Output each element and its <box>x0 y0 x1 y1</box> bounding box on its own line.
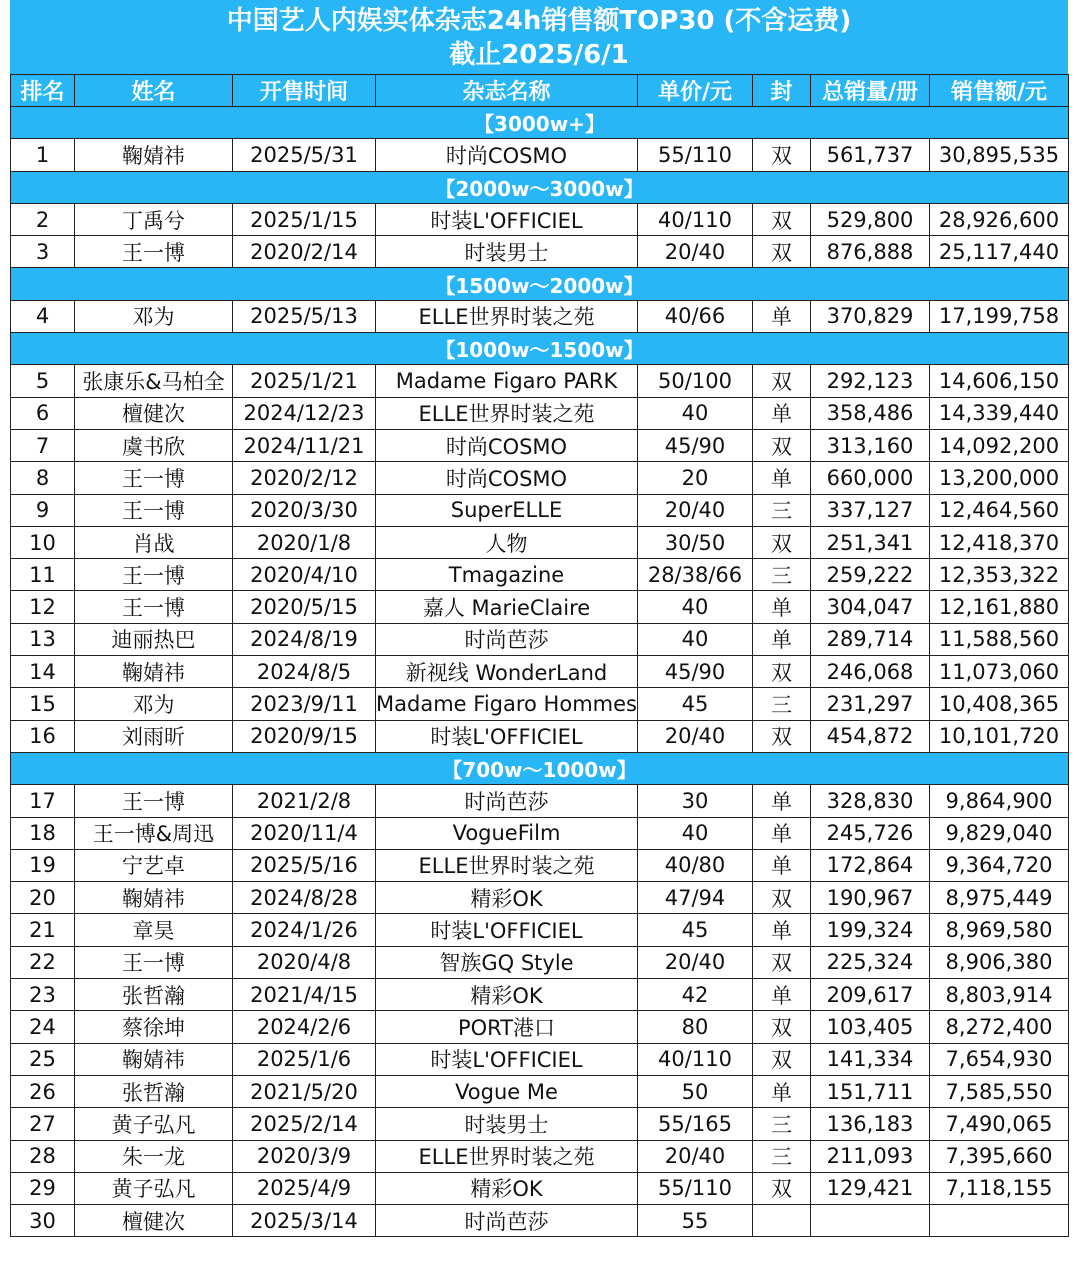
rank-cell: 20 <box>11 882 75 914</box>
group-label: 【2000w～3000w】 <box>11 171 1069 203</box>
name-cell: 宁艺卓 <box>75 849 233 881</box>
revenue-cell: 14,606,150 <box>930 365 1069 397</box>
sales-cell: 370,829 <box>811 300 930 332</box>
rank-cell: 15 <box>11 688 75 720</box>
table-row <box>11 236 1069 268</box>
header-unit-price: 单价/元 <box>638 75 753 107</box>
sales-cell: 103,405 <box>811 1011 930 1043</box>
sales-cell: 172,864 <box>811 849 930 881</box>
magazine-cell: 时装L'OFFICIEL <box>376 720 638 752</box>
name-cell: 蔡徐坤 <box>75 1011 233 1043</box>
cover-cell: 三 <box>753 688 811 720</box>
date-cell: 2023/9/11 <box>233 688 376 720</box>
rank-cell: 23 <box>11 979 75 1011</box>
rank-cell: 14 <box>11 656 75 688</box>
rank-cell: 4 <box>11 300 75 332</box>
table-row <box>11 429 1069 461</box>
cover-cell: 双 <box>753 656 811 688</box>
rank-cell: 9 <box>11 494 75 526</box>
magazine-cell: 时尚COSMO <box>376 462 638 494</box>
price-cell: 40/110 <box>638 203 753 235</box>
price-cell: 40 <box>638 397 753 429</box>
revenue-cell <box>930 1205 1069 1237</box>
rank-cell: 10 <box>11 526 75 558</box>
date-cell: 2020/3/9 <box>233 1140 376 1172</box>
cover-cell: 双 <box>753 139 811 171</box>
header-row <box>11 75 1069 107</box>
rank-cell: 5 <box>11 365 75 397</box>
cover-cell: 单 <box>753 300 811 332</box>
table-row <box>11 1075 1069 1107</box>
sales-cell: 660,000 <box>811 462 930 494</box>
sales-cell: 251,341 <box>811 526 930 558</box>
name-cell: 鞠婧祎 <box>75 1043 233 1075</box>
date-cell: 2021/5/20 <box>233 1075 376 1107</box>
magazine-cell: ELLE世界时装之苑 <box>376 300 638 332</box>
table-row <box>11 882 1069 914</box>
price-cell: 40/80 <box>638 849 753 881</box>
magazine-cell: 时装男士 <box>376 236 638 268</box>
table-row <box>11 656 1069 688</box>
date-cell: 2020/4/10 <box>233 559 376 591</box>
sales-cell: 225,324 <box>811 946 930 978</box>
revenue-cell: 11,073,060 <box>930 656 1069 688</box>
cover-cell: 双 <box>753 1172 811 1204</box>
date-cell: 2025/2/14 <box>233 1108 376 1140</box>
price-cell: 55/110 <box>638 1172 753 1204</box>
table-row <box>11 849 1069 881</box>
sales-cell: 151,711 <box>811 1075 930 1107</box>
date-cell: 2024/8/28 <box>233 882 376 914</box>
magazine-cell: 时尚COSMO <box>376 429 638 461</box>
table-row <box>11 559 1069 591</box>
magazine-cell: 时装L'OFFICIEL <box>376 1043 638 1075</box>
magazine-cell: 时装L'OFFICIEL <box>376 203 638 235</box>
sales-cell: 190,967 <box>811 882 930 914</box>
date-cell: 2025/3/14 <box>233 1205 376 1237</box>
revenue-cell: 14,339,440 <box>930 397 1069 429</box>
revenue-cell: 12,353,322 <box>930 559 1069 591</box>
price-cell: 47/94 <box>638 882 753 914</box>
name-cell: 迪丽热巴 <box>75 623 233 655</box>
revenue-cell: 9,864,900 <box>930 785 1069 817</box>
revenue-cell: 9,364,720 <box>930 849 1069 881</box>
table-row <box>11 591 1069 623</box>
magazine-cell: 精彩OK <box>376 1172 638 1204</box>
revenue-cell: 7,395,660 <box>930 1140 1069 1172</box>
revenue-cell: 7,118,155 <box>930 1172 1069 1204</box>
name-cell: 王一博 <box>75 559 233 591</box>
page-title: 中国艺人内娱实体杂志24h销售额TOP30 (不含运费) <box>226 6 852 36</box>
price-cell: 40/66 <box>638 300 753 332</box>
table-row <box>11 300 1069 332</box>
rank-cell: 19 <box>11 849 75 881</box>
header-magazine: 杂志名称 <box>376 75 638 107</box>
sales-cell: 337,127 <box>811 494 930 526</box>
table-body <box>11 107 1069 1237</box>
date-cell: 2024/12/23 <box>233 397 376 429</box>
date-cell: 2025/1/21 <box>233 365 376 397</box>
magazine-cell: 时尚芭莎 <box>376 623 638 655</box>
magazine-cell: 智族GQ Style <box>376 946 638 978</box>
magazine-cell: 嘉人 MarieClaire <box>376 591 638 623</box>
rank-cell: 29 <box>11 1172 75 1204</box>
magazine-cell: ELLE世界时装之苑 <box>376 397 638 429</box>
revenue-cell: 8,969,580 <box>930 914 1069 946</box>
revenue-cell: 11,588,560 <box>930 623 1069 655</box>
date-cell: 2020/4/8 <box>233 946 376 978</box>
date-cell: 2020/11/4 <box>233 817 376 849</box>
group-label: 【3000w+】 <box>11 107 1069 139</box>
table-row <box>11 979 1069 1011</box>
date-cell: 2025/5/13 <box>233 300 376 332</box>
magazine-cell: Madame Figaro Hommes <box>376 688 638 720</box>
name-cell: 虞书欣 <box>75 429 233 461</box>
table-row <box>11 914 1069 946</box>
group-header-row <box>11 171 1069 203</box>
header-name: 姓名 <box>75 75 233 107</box>
cover-cell: 双 <box>753 203 811 235</box>
name-cell: 章昊 <box>75 914 233 946</box>
name-cell: 张康乐&马柏全 <box>75 365 233 397</box>
revenue-cell: 10,101,720 <box>930 720 1069 752</box>
table-row <box>11 1011 1069 1043</box>
name-cell: 朱一龙 <box>75 1140 233 1172</box>
revenue-cell: 12,418,370 <box>930 526 1069 558</box>
price-cell: 28/38/66 <box>638 559 753 591</box>
sales-cell: 328,830 <box>811 785 930 817</box>
date-cell: 2024/11/21 <box>233 429 376 461</box>
magazine-cell: Madame Figaro PARK <box>376 365 638 397</box>
rank-cell: 11 <box>11 559 75 591</box>
header-rank: 排名 <box>11 75 75 107</box>
name-cell: 王一博 <box>75 785 233 817</box>
price-cell: 55/165 <box>638 1108 753 1140</box>
magazine-cell: SuperELLE <box>376 494 638 526</box>
rank-cell: 21 <box>11 914 75 946</box>
revenue-cell: 12,161,880 <box>930 591 1069 623</box>
sales-cell: 199,324 <box>811 914 930 946</box>
rank-cell: 22 <box>11 946 75 978</box>
name-cell: 王一博 <box>75 236 233 268</box>
rank-cell: 2 <box>11 203 75 235</box>
cover-cell: 三 <box>753 494 811 526</box>
date-cell: 2020/9/15 <box>233 720 376 752</box>
cover-cell <box>753 1205 811 1237</box>
rank-cell: 13 <box>11 623 75 655</box>
price-cell: 45/90 <box>638 429 753 461</box>
sales-cell: 211,093 <box>811 1140 930 1172</box>
date-cell: 2025/1/15 <box>233 203 376 235</box>
table-row <box>11 1043 1069 1075</box>
price-cell: 45 <box>638 914 753 946</box>
name-cell: 鞠婧祎 <box>75 882 233 914</box>
sales-cell: 529,800 <box>811 203 930 235</box>
name-cell: 王一博 <box>75 946 233 978</box>
sales-cell: 289,714 <box>811 623 930 655</box>
name-cell: 檀健次 <box>75 397 233 429</box>
date-cell: 2024/8/19 <box>233 623 376 655</box>
price-cell: 55 <box>638 1205 753 1237</box>
cover-cell: 三 <box>753 559 811 591</box>
name-cell: 肖战 <box>75 526 233 558</box>
cover-cell: 双 <box>753 236 811 268</box>
price-cell: 40 <box>638 591 753 623</box>
revenue-cell: 13,200,000 <box>930 462 1069 494</box>
magazine-cell: 精彩OK <box>376 979 638 1011</box>
name-cell: 邓为 <box>75 688 233 720</box>
cover-cell: 双 <box>753 1011 811 1043</box>
price-cell: 40 <box>638 817 753 849</box>
date-cell: 2025/5/16 <box>233 849 376 881</box>
name-cell: 王一博&周迅 <box>75 817 233 849</box>
date-cell: 2025/5/31 <box>233 139 376 171</box>
group-header-row <box>11 268 1069 300</box>
name-cell: 鞠婧祎 <box>75 139 233 171</box>
page-subtitle: 截止2025/6/1 <box>449 40 629 70</box>
sales-cell: 358,486 <box>811 397 930 429</box>
sales-cell: 292,123 <box>811 365 930 397</box>
price-cell: 45 <box>638 688 753 720</box>
sales-cell: 454,872 <box>811 720 930 752</box>
rank-cell: 18 <box>11 817 75 849</box>
magazine-cell: 时装L'OFFICIEL <box>376 914 638 946</box>
date-cell: 2024/2/6 <box>233 1011 376 1043</box>
cover-cell: 单 <box>753 849 811 881</box>
magazine-cell: Vogue Me <box>376 1075 638 1107</box>
price-cell: 40 <box>638 623 753 655</box>
rank-cell: 28 <box>11 1140 75 1172</box>
price-cell: 40/110 <box>638 1043 753 1075</box>
magazine-cell: 人物 <box>376 526 638 558</box>
name-cell: 张哲瀚 <box>75 1075 233 1107</box>
price-cell: 20/40 <box>638 1140 753 1172</box>
date-cell: 2020/1/8 <box>233 526 376 558</box>
price-cell: 55/110 <box>638 139 753 171</box>
sales-cell: 231,297 <box>811 688 930 720</box>
name-cell: 王一博 <box>75 591 233 623</box>
table-row <box>11 139 1069 171</box>
revenue-cell: 14,092,200 <box>930 429 1069 461</box>
magazine-cell: ELLE世界时装之苑 <box>376 1140 638 1172</box>
revenue-cell: 8,906,380 <box>930 946 1069 978</box>
revenue-cell: 17,199,758 <box>930 300 1069 332</box>
price-cell: 20/40 <box>638 236 753 268</box>
price-cell: 80 <box>638 1011 753 1043</box>
magazine-cell: ELLE世界时装之苑 <box>376 849 638 881</box>
date-cell: 2025/4/9 <box>233 1172 376 1204</box>
sales-cell: 246,068 <box>811 656 930 688</box>
cover-cell: 单 <box>753 623 811 655</box>
cover-cell: 双 <box>753 1043 811 1075</box>
revenue-cell: 9,829,040 <box>930 817 1069 849</box>
rank-cell: 8 <box>11 462 75 494</box>
name-cell: 张哲瀚 <box>75 979 233 1011</box>
sales-cell: 561,737 <box>811 139 930 171</box>
table-row <box>11 397 1069 429</box>
name-cell: 邓为 <box>75 300 233 332</box>
title-block <box>10 0 1068 74</box>
table-row <box>11 462 1069 494</box>
table-row <box>11 720 1069 752</box>
cover-cell: 双 <box>753 365 811 397</box>
group-header-row <box>11 333 1069 365</box>
price-cell: 45/90 <box>638 656 753 688</box>
rank-cell: 17 <box>11 785 75 817</box>
group-header-row <box>11 107 1069 139</box>
table-row <box>11 365 1069 397</box>
revenue-cell: 7,490,065 <box>930 1108 1069 1140</box>
date-cell: 2020/3/30 <box>233 494 376 526</box>
price-cell: 20 <box>638 462 753 494</box>
sales-cell: 136,183 <box>811 1108 930 1140</box>
name-cell: 鞠婧祎 <box>75 656 233 688</box>
magazine-cell: PORT港口 <box>376 1011 638 1043</box>
magazine-cell: 精彩OK <box>376 882 638 914</box>
revenue-cell: 30,895,535 <box>930 139 1069 171</box>
rank-cell: 24 <box>11 1011 75 1043</box>
cover-cell: 单 <box>753 979 811 1011</box>
date-cell: 2020/2/12 <box>233 462 376 494</box>
header-total-sales: 总销量/册 <box>811 75 930 107</box>
price-cell: 50/100 <box>638 365 753 397</box>
header-sale-date: 开售时间 <box>233 75 376 107</box>
rank-cell: 1 <box>11 139 75 171</box>
group-label: 【1000w～1500w】 <box>11 333 1069 365</box>
table-row <box>11 203 1069 235</box>
revenue-cell: 28,926,600 <box>930 203 1069 235</box>
rank-cell: 25 <box>11 1043 75 1075</box>
cover-cell: 三 <box>753 1108 811 1140</box>
date-cell: 2020/2/14 <box>233 236 376 268</box>
sales-cell: 259,222 <box>811 559 930 591</box>
name-cell: 黄子弘凡 <box>75 1108 233 1140</box>
table-row <box>11 1172 1069 1204</box>
price-cell: 20/40 <box>638 946 753 978</box>
group-label: 【1500w～2000w】 <box>11 268 1069 300</box>
rank-cell: 16 <box>11 720 75 752</box>
name-cell: 黄子弘凡 <box>75 1172 233 1204</box>
name-cell: 檀健次 <box>75 1205 233 1237</box>
revenue-cell: 7,654,930 <box>930 1043 1069 1075</box>
revenue-cell: 8,975,449 <box>930 882 1069 914</box>
rank-cell: 3 <box>11 236 75 268</box>
table-row <box>11 688 1069 720</box>
group-header-row <box>11 752 1069 784</box>
price-cell: 20/40 <box>638 720 753 752</box>
cover-cell: 单 <box>753 1075 811 1107</box>
date-cell: 2025/1/6 <box>233 1043 376 1075</box>
table-row <box>11 817 1069 849</box>
magazine-cell: 时装男士 <box>376 1108 638 1140</box>
revenue-cell: 25,117,440 <box>930 236 1069 268</box>
rank-cell: 12 <box>11 591 75 623</box>
cover-cell: 单 <box>753 397 811 429</box>
cover-cell: 单 <box>753 785 811 817</box>
rank-cell: 27 <box>11 1108 75 1140</box>
price-cell: 20/40 <box>638 494 753 526</box>
sales-cell: 129,421 <box>811 1172 930 1204</box>
table-row <box>11 526 1069 558</box>
table-row <box>11 1140 1069 1172</box>
revenue-cell: 7,585,550 <box>930 1075 1069 1107</box>
date-cell: 2021/2/8 <box>233 785 376 817</box>
revenue-cell: 10,408,365 <box>930 688 1069 720</box>
rank-cell: 26 <box>11 1075 75 1107</box>
group-label: 【700w～1000w】 <box>11 752 1069 784</box>
cover-cell: 双 <box>753 720 811 752</box>
sales-cell <box>811 1205 930 1237</box>
magazine-cell: 新视线 WonderLand <box>376 656 638 688</box>
revenue-cell: 12,464,560 <box>930 494 1069 526</box>
header-cover: 封 <box>753 75 811 107</box>
cover-cell: 三 <box>753 1140 811 1172</box>
rank-cell: 30 <box>11 1205 75 1237</box>
price-cell: 42 <box>638 979 753 1011</box>
cover-cell: 双 <box>753 526 811 558</box>
cover-cell: 单 <box>753 817 811 849</box>
magazine-cell: Tmagazine <box>376 559 638 591</box>
sales-cell: 304,047 <box>811 591 930 623</box>
cover-cell: 双 <box>753 429 811 461</box>
revenue-cell: 8,272,400 <box>930 1011 1069 1043</box>
cover-cell: 单 <box>753 914 811 946</box>
sales-cell: 245,726 <box>811 817 930 849</box>
magazine-cell: VogueFilm <box>376 817 638 849</box>
name-cell: 刘雨昕 <box>75 720 233 752</box>
table-row <box>11 946 1069 978</box>
name-cell: 王一博 <box>75 462 233 494</box>
sales-cell: 141,334 <box>811 1043 930 1075</box>
magazine-cell: 时尚COSMO <box>376 139 638 171</box>
name-cell: 王一博 <box>75 494 233 526</box>
sales-cell: 313,160 <box>811 429 930 461</box>
cover-cell: 双 <box>753 882 811 914</box>
table-row <box>11 623 1069 655</box>
magazine-cell: 时尚芭莎 <box>376 785 638 817</box>
table-row <box>11 494 1069 526</box>
date-cell: 2024/1/26 <box>233 914 376 946</box>
price-cell: 30 <box>638 785 753 817</box>
table-row <box>11 1205 1069 1237</box>
cover-cell: 双 <box>753 946 811 978</box>
revenue-cell: 8,803,914 <box>930 979 1069 1011</box>
rank-cell: 6 <box>11 397 75 429</box>
rank-cell: 7 <box>11 429 75 461</box>
price-cell: 50 <box>638 1075 753 1107</box>
cover-cell: 单 <box>753 462 811 494</box>
ranking-table <box>10 74 1069 1237</box>
table-row <box>11 1108 1069 1140</box>
date-cell: 2021/4/15 <box>233 979 376 1011</box>
sales-cell: 209,617 <box>811 979 930 1011</box>
table-row <box>11 785 1069 817</box>
name-cell: 丁禹兮 <box>75 203 233 235</box>
sales-cell: 876,888 <box>811 236 930 268</box>
date-cell: 2024/8/5 <box>233 656 376 688</box>
price-cell: 30/50 <box>638 526 753 558</box>
cover-cell: 单 <box>753 591 811 623</box>
date-cell: 2020/5/15 <box>233 591 376 623</box>
header-revenue: 销售额/元 <box>930 75 1069 107</box>
magazine-cell: 时尚芭莎 <box>376 1205 638 1237</box>
